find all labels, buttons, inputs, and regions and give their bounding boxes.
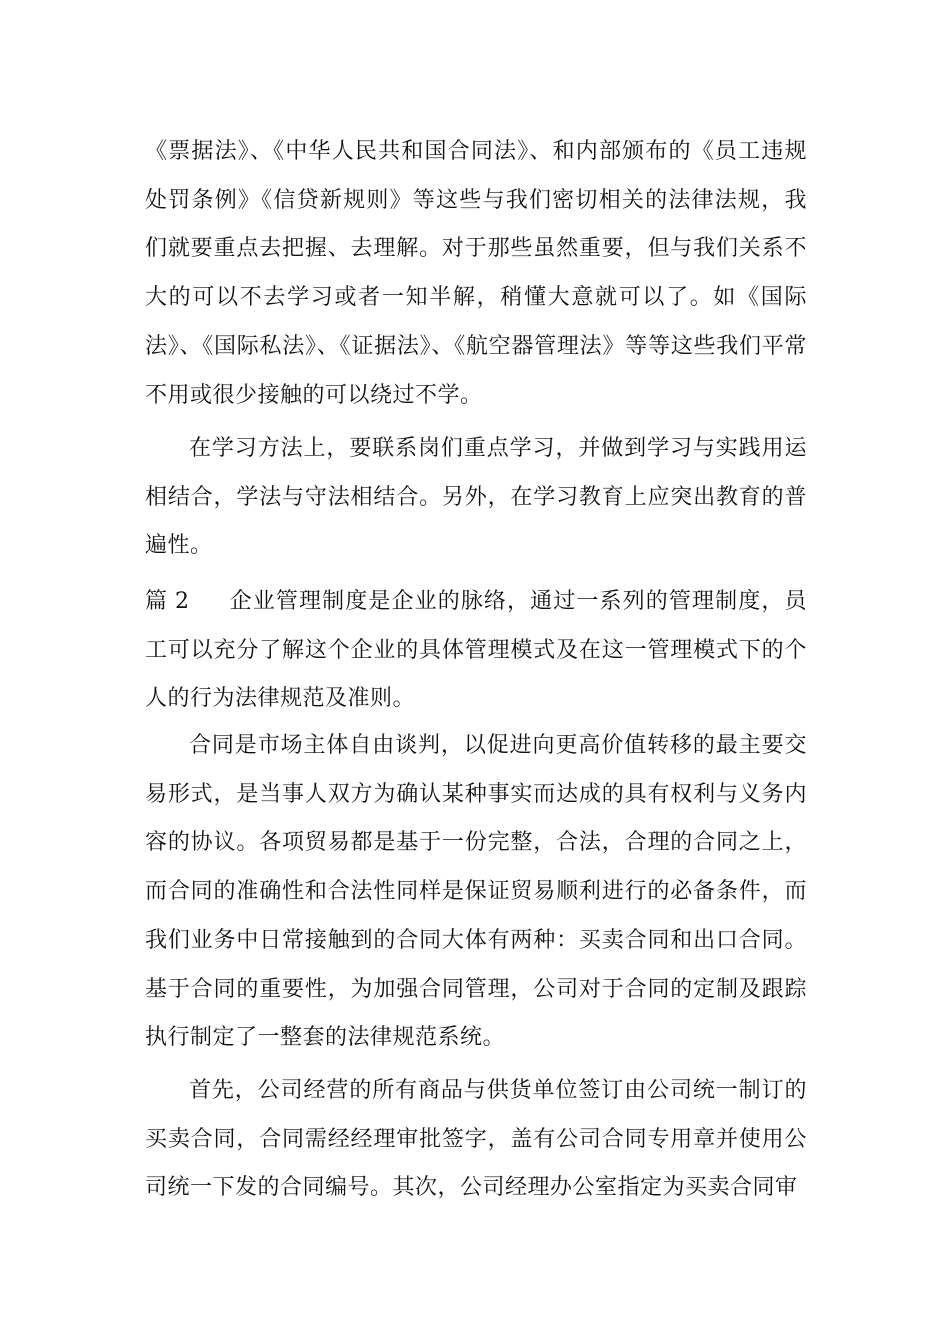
paragraph-laws-list: 《票据法》、《中华人民共和国合同法》、和内部颁布的《员工违规处罚条例》《信贷新规则》等这些与我们密切相关的法律法规，我们就要重点去把握、去理解。对于那些虽然重要，但与我们关系不大的可以不去学习或者一知半解，稍懂大意就可以了。如《国际法》、《国际私法》、《证据法》、《航空器管理法》等等这些我们平常不用或很少接触的可以绕过不学。: [145, 139, 807, 408]
paragraph-section-2: [145, 578, 807, 724]
paragraph-contract-definition: 合同是市场主体自由谈判，以促进向更高价值转移的最主要交易形式，是当事人双方为确认某种事实而达成的具有权利与义务内容的协议。各项贸易都是基于一份完整，合法，合理的合同之上，而合同的准确性和合法性同样是保证贸易顺利进行的必备条件，而我们业务中日常接触到的合同大体有两种：买卖合同和出口合同。基于合同的重要性，为加强合同管理，公司对于合同的定制及跟踪执行制定了一整套的法律规范系统。: [145, 733, 807, 1051]
paragraph-management-system: 企业管理制度是企业的脉络，通过一系列的管理制度，员工可以充分了解这个企业的具体管理模式及在这一管理模式下的个人的行为法律规范及准则。: [145, 589, 807, 712]
paragraph-contract-procedure: 首先，公司经营的所有商品与供货单位签订由公司统一制订的买卖合同，合同需经经理审批签字，盖有公司合同专用章并使用公司统一下发的合同编号。其次，公司经理办公室指定为买卖合同审: [145, 1078, 807, 1201]
paragraph-study-method: 在学习方法上，要联系岗们重点学习，并做到学习与实践用运相结合，学法与守法相结合。另外，在学习教育上应突出教育的普遍性。: [145, 436, 807, 559]
section-label: 篇 2: [145, 589, 190, 614]
